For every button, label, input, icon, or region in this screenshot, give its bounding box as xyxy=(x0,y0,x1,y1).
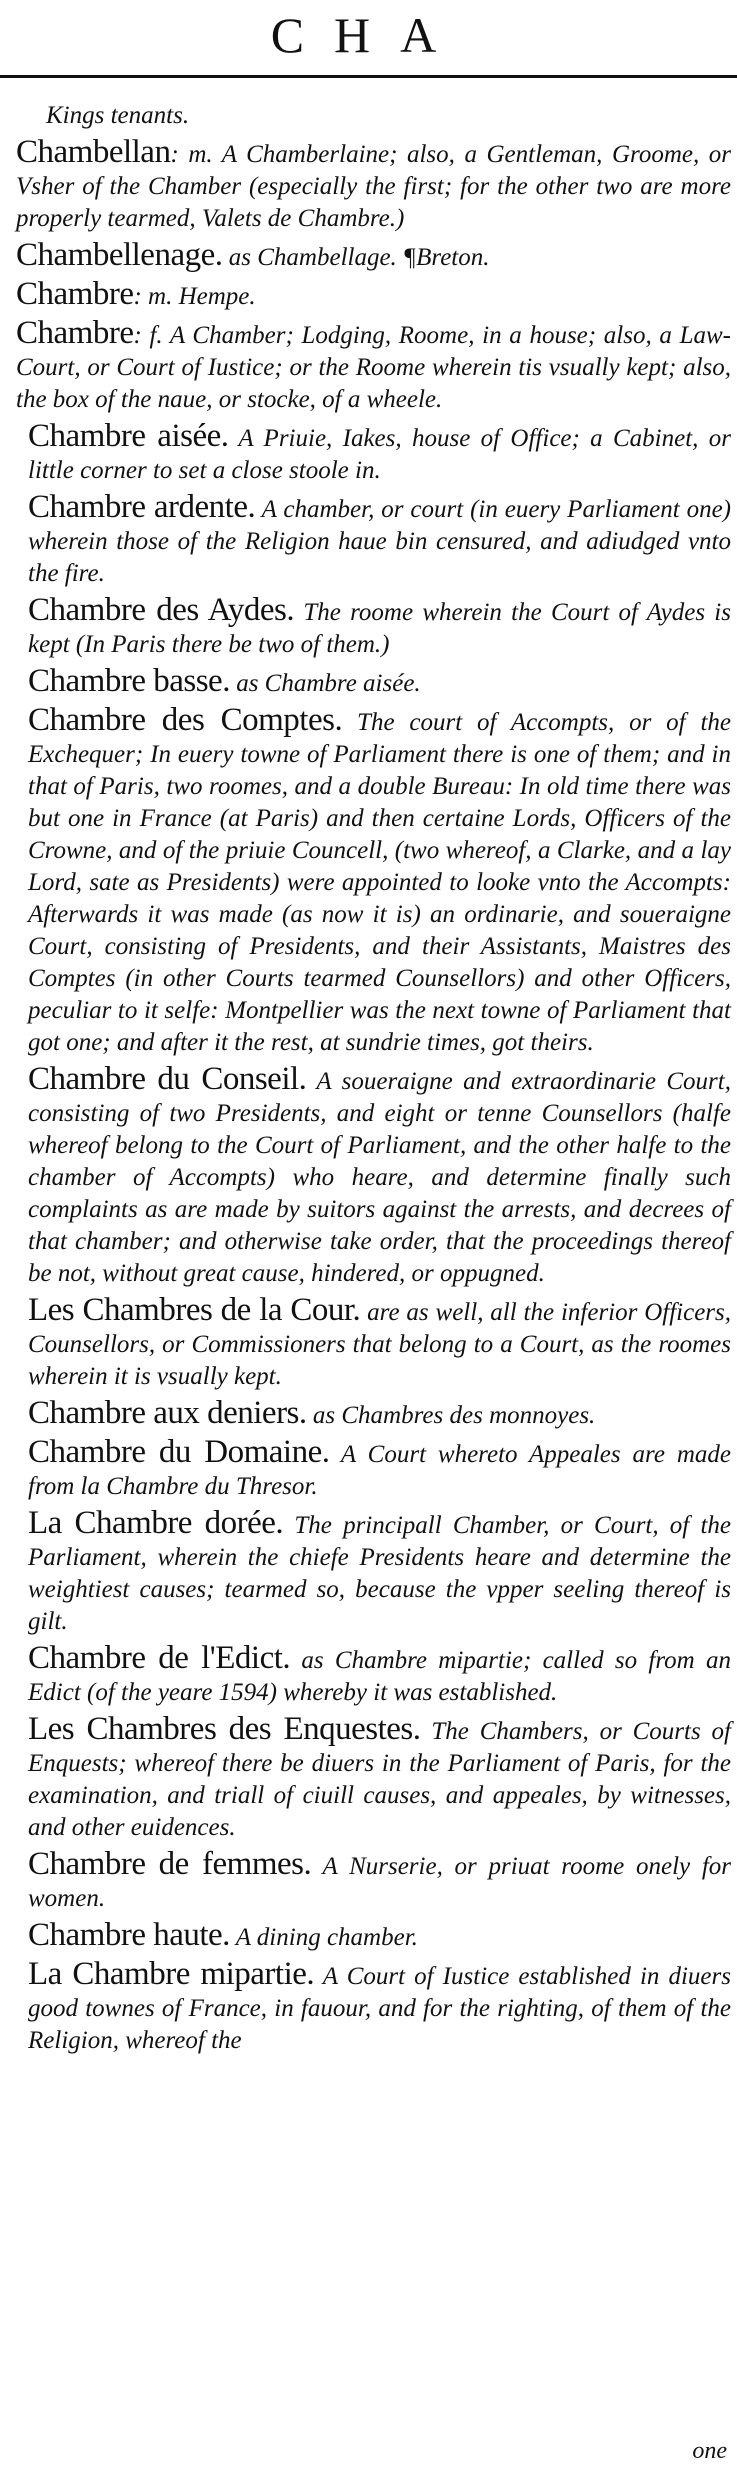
definition: A Court of Iustice established in diuers good townes of France, in fauour, and for the righting, of them of the Religion, whereof the xyxy=(28,1963,731,2054)
definition: A dining chamber. xyxy=(229,1924,418,1951)
headword: La Chambre dorée. xyxy=(28,1505,284,1541)
definition: : m. Hempe. xyxy=(133,283,256,310)
entry-continuation: Kings tenants. xyxy=(46,102,190,129)
entry-chambres-enquestes xyxy=(6,1713,731,1844)
entry-chambre-basse xyxy=(6,665,731,700)
definition: A Priuie, Iakes, house of Office; a Cabinet, or little corner to set a close stoole in. xyxy=(28,425,731,484)
entry-chambre-haute xyxy=(6,1919,731,1954)
definition: A Court whereto Appeales are made from la Chambre du Thresor. xyxy=(28,1441,731,1500)
headword: Chambre aux deniers. xyxy=(28,1395,307,1431)
definition: : f. A Chamber; Lodging, Roome, in a house; also, a Law-Court, or Court of Iustice; or the Roome wherein tis vsually kept; also, the box of the naue, or stocke, of a wheele. xyxy=(16,322,731,413)
entry-chambre-doree xyxy=(6,1507,731,1638)
entries-column xyxy=(6,100,731,2061)
definition: The Chambers, or Courts of Enquests; whereof there be diuers in the Parliament of Paris, for the examination, and triall of ciuill causes, and appeales, by witnesses, and other euidences. xyxy=(28,1718,731,1841)
entry-chambre-mipartie xyxy=(6,1958,731,2057)
headword: Les Chambres de la Cour. xyxy=(28,1292,361,1328)
entry-chambre-ardente xyxy=(6,491,731,590)
headword: La Chambre mipartie. xyxy=(28,1956,315,1992)
definition: A soueraigne and extraordinarie Court, consisting of two Presidents, and eight or tenne Counsellors (halfe whereof belong to the Court of Parliament, and the other halfe to the chamber of Accompts) who heare, and determine finally such complaints as are made by suitors against the arrests, and decrees of that chamber; and otherwise take order, that the proceedings thereof be not, without great cause, hindered, or oppugned. xyxy=(28,1068,731,1287)
headword: Chambre du Domaine. xyxy=(28,1434,330,1470)
entry-chambre-comptes xyxy=(6,704,731,1059)
headword: Chambellenage. xyxy=(16,237,223,273)
entry-chambres-cour xyxy=(6,1294,731,1393)
definition: as Chambres des monnoyes. xyxy=(306,1402,596,1429)
definition: are as well, all the inferior Officers, Counsellors, or Commissioners that belong to a Court, as the roomes wherein it is vsually kept. xyxy=(28,1299,732,1390)
headword: Chambre ardente. xyxy=(28,489,256,525)
catchword: one xyxy=(692,2438,727,2464)
page-header: CHA xyxy=(270,7,467,63)
entry-chambre-m xyxy=(6,278,731,313)
definition: A Nurserie, or priuat roome onely for women. xyxy=(28,1853,732,1912)
entry-chambre-aydes xyxy=(6,594,731,661)
headword: Chambre de l'Edict. xyxy=(28,1640,291,1676)
definition: The roome wherein the Court of Aydes is kept (In Paris there be two of them.) xyxy=(28,599,731,658)
entry-chambre-edict xyxy=(6,1642,731,1709)
definition: A chamber, or court (in euery Parliament one) wherein those of the Religion haue bin censured, and adiudged vnto the fire. xyxy=(28,496,731,587)
definition: The principall Chamber, or Court, of the Parliament, wherein the chiefe Presidents heare and determine the weightiest causes; tearmed so, because the vpper seeling thereof is gilt. xyxy=(28,1512,731,1635)
headword: Chambre haute. xyxy=(28,1917,230,1953)
definition: : m. A Chamberlaine; also, a Gentleman, Groome, or Vsher of the Chamber (especially the first; for the other two are more properly tearmed, Valets de Chambre.) xyxy=(16,141,731,232)
headword: Chambre des Comptes. xyxy=(28,702,343,738)
entry-chambre-deniers xyxy=(6,1397,731,1432)
definition: as Chambellage. ¶Breton. xyxy=(222,244,490,271)
definition: as Chambre aisée. xyxy=(229,670,421,697)
entry-chambre-f xyxy=(6,317,731,416)
entry-chambre-conseil xyxy=(6,1063,731,1290)
entry-chambellenage xyxy=(6,239,731,274)
headword: Chambre du Conseil. xyxy=(28,1061,307,1097)
headword: Les Chambres des Enquestes. xyxy=(28,1711,421,1747)
header-rule xyxy=(0,75,737,78)
headword: Chambre xyxy=(16,276,134,312)
headword: Chambre xyxy=(16,315,134,351)
headword: Chambre des Aydes. xyxy=(28,592,295,628)
headword: Chambellan xyxy=(16,134,171,170)
headword: Chambre aisée. xyxy=(28,418,229,454)
entry-chambre-femmes xyxy=(6,1848,731,1915)
headword: Chambre de femmes. xyxy=(28,1846,312,1882)
entry-chambre-domaine xyxy=(6,1436,731,1503)
headword: Chambre basse. xyxy=(28,663,230,699)
definition: as Chambre mipartie; called so from an Edict (of the yeare 1594) whereby it was established. xyxy=(28,1647,731,1706)
entry-chambellan xyxy=(6,136,731,235)
entry-chambre-aisee xyxy=(6,420,731,487)
definition: The court of Accompts, or of the Exchequer; In euery towne of Parliament there is one of them; and in that of Paris, two roomes, and a double Bureau: In old time there was but one in France (at Paris) and then certaine Lords, Officers of the Crowne, and of the priuie Councell, (two whereof, a Clarke, and a lay Lord, sate as Presidents) were appointed to looke vnto the Accompts: Afterwards it was made (as now it is) an ordinarie, and soueraigne Court, consisting of Presidents, and their Assistants, Maistres des Comptes (in other Courts tearmed Counsellors) and other Officers, peculiar to it selfe: Montpellier was the next towne of Parliament that got one; and after it the rest, at sundrie times, got theirs. xyxy=(28,709,731,1056)
